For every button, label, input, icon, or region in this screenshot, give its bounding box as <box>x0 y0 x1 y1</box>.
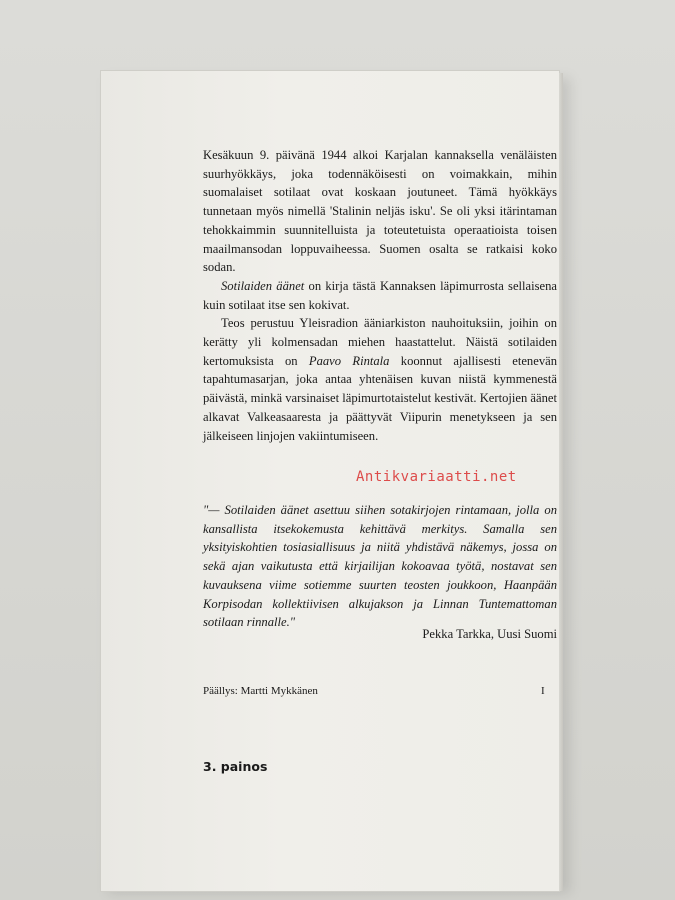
blurb-paragraph-2-text: on kirja tästä Kannaksen läpimurrosta sellaisena kuin sotilaat itse sen kokivat. <box>203 278 558 312</box>
watermark-text: Antikvariaatti.net <box>356 469 517 485</box>
review-source: Pekka Tarkka, Uusi Suomi <box>422 627 557 641</box>
author-name-italic: Paavo Rintala <box>308 353 390 368</box>
blurb-paragraph-2 <box>203 277 557 314</box>
blurb-paragraph-3-text-b: koonnut ajallisesti etenevän tapahtumasarjan, joka antaa yhtenäisen kuvan niistä kymmenestä päivästä, minkä varsinaiset läpimurtotaistelut kestivät. Kertojien äänet alkavat Valkeasaaresta ja päättyvät Viipurin menetykseen ja sen jälkeiseen linjojen vakiintumiseen. <box>203 353 558 443</box>
blurb-text <box>203 146 557 445</box>
page-mark: I <box>541 685 545 697</box>
blurb-paragraph-1: Kesäkuun 9. päivänä 1944 alkoi Karjalan kannaksella venäläisten suurhyökkäys, joka todennäköisesti on voimakkain, mihin suomalaiset sotilaat ovat koskaan joutuneet. Tämä hyökkäys tunnetaan myös nimellä 'Stalinin neljäs isku'. Se oli yksi itärintaman tehokkaimmin suunnitelluista ja toteutetuista operaatioista toisen maailmansodan loppuvaiheessa. Suomen osalta se ratkaisi koko sodan. <box>203 148 557 275</box>
blurb-paragraph-3-text-a: Teos perustuu Yleisradion ääniarkiston nauhoituksiin, joihin on kerätty yli kolmensadan miehen haastattelut. Näistä sotilaiden kertomuksista on <box>203 316 557 368</box>
review-quote: "— Sotilaiden äänet asettuu siihen sotakirjojen rintamaan, jolla on kansallista itsekokemusta kehittävä merkitys. Samalla sen yksityiskohtien tosiasiallisuus ja niitä yhdistävä näkemys, jossa on sekä ajan vaikutusta että kirjailijan kokoavaa työtä, nostavat sen kuvauksena viime sotiemme suurten teosten joukkoon, Haanpään Korpisodan kollektiivisen alkujakson ja Linnan Tuntemattoman sotilaan rinnalle." <box>203 503 557 630</box>
book-edge <box>559 73 563 891</box>
cover-credit: Päällys: Martti Mykkänen <box>203 685 318 697</box>
book-back-cover <box>100 70 560 892</box>
blurb-paragraph-3 <box>203 314 557 445</box>
edition-label: 3. painos <box>203 759 268 774</box>
book-title-italic: Sotilaiden äänet <box>221 278 305 293</box>
